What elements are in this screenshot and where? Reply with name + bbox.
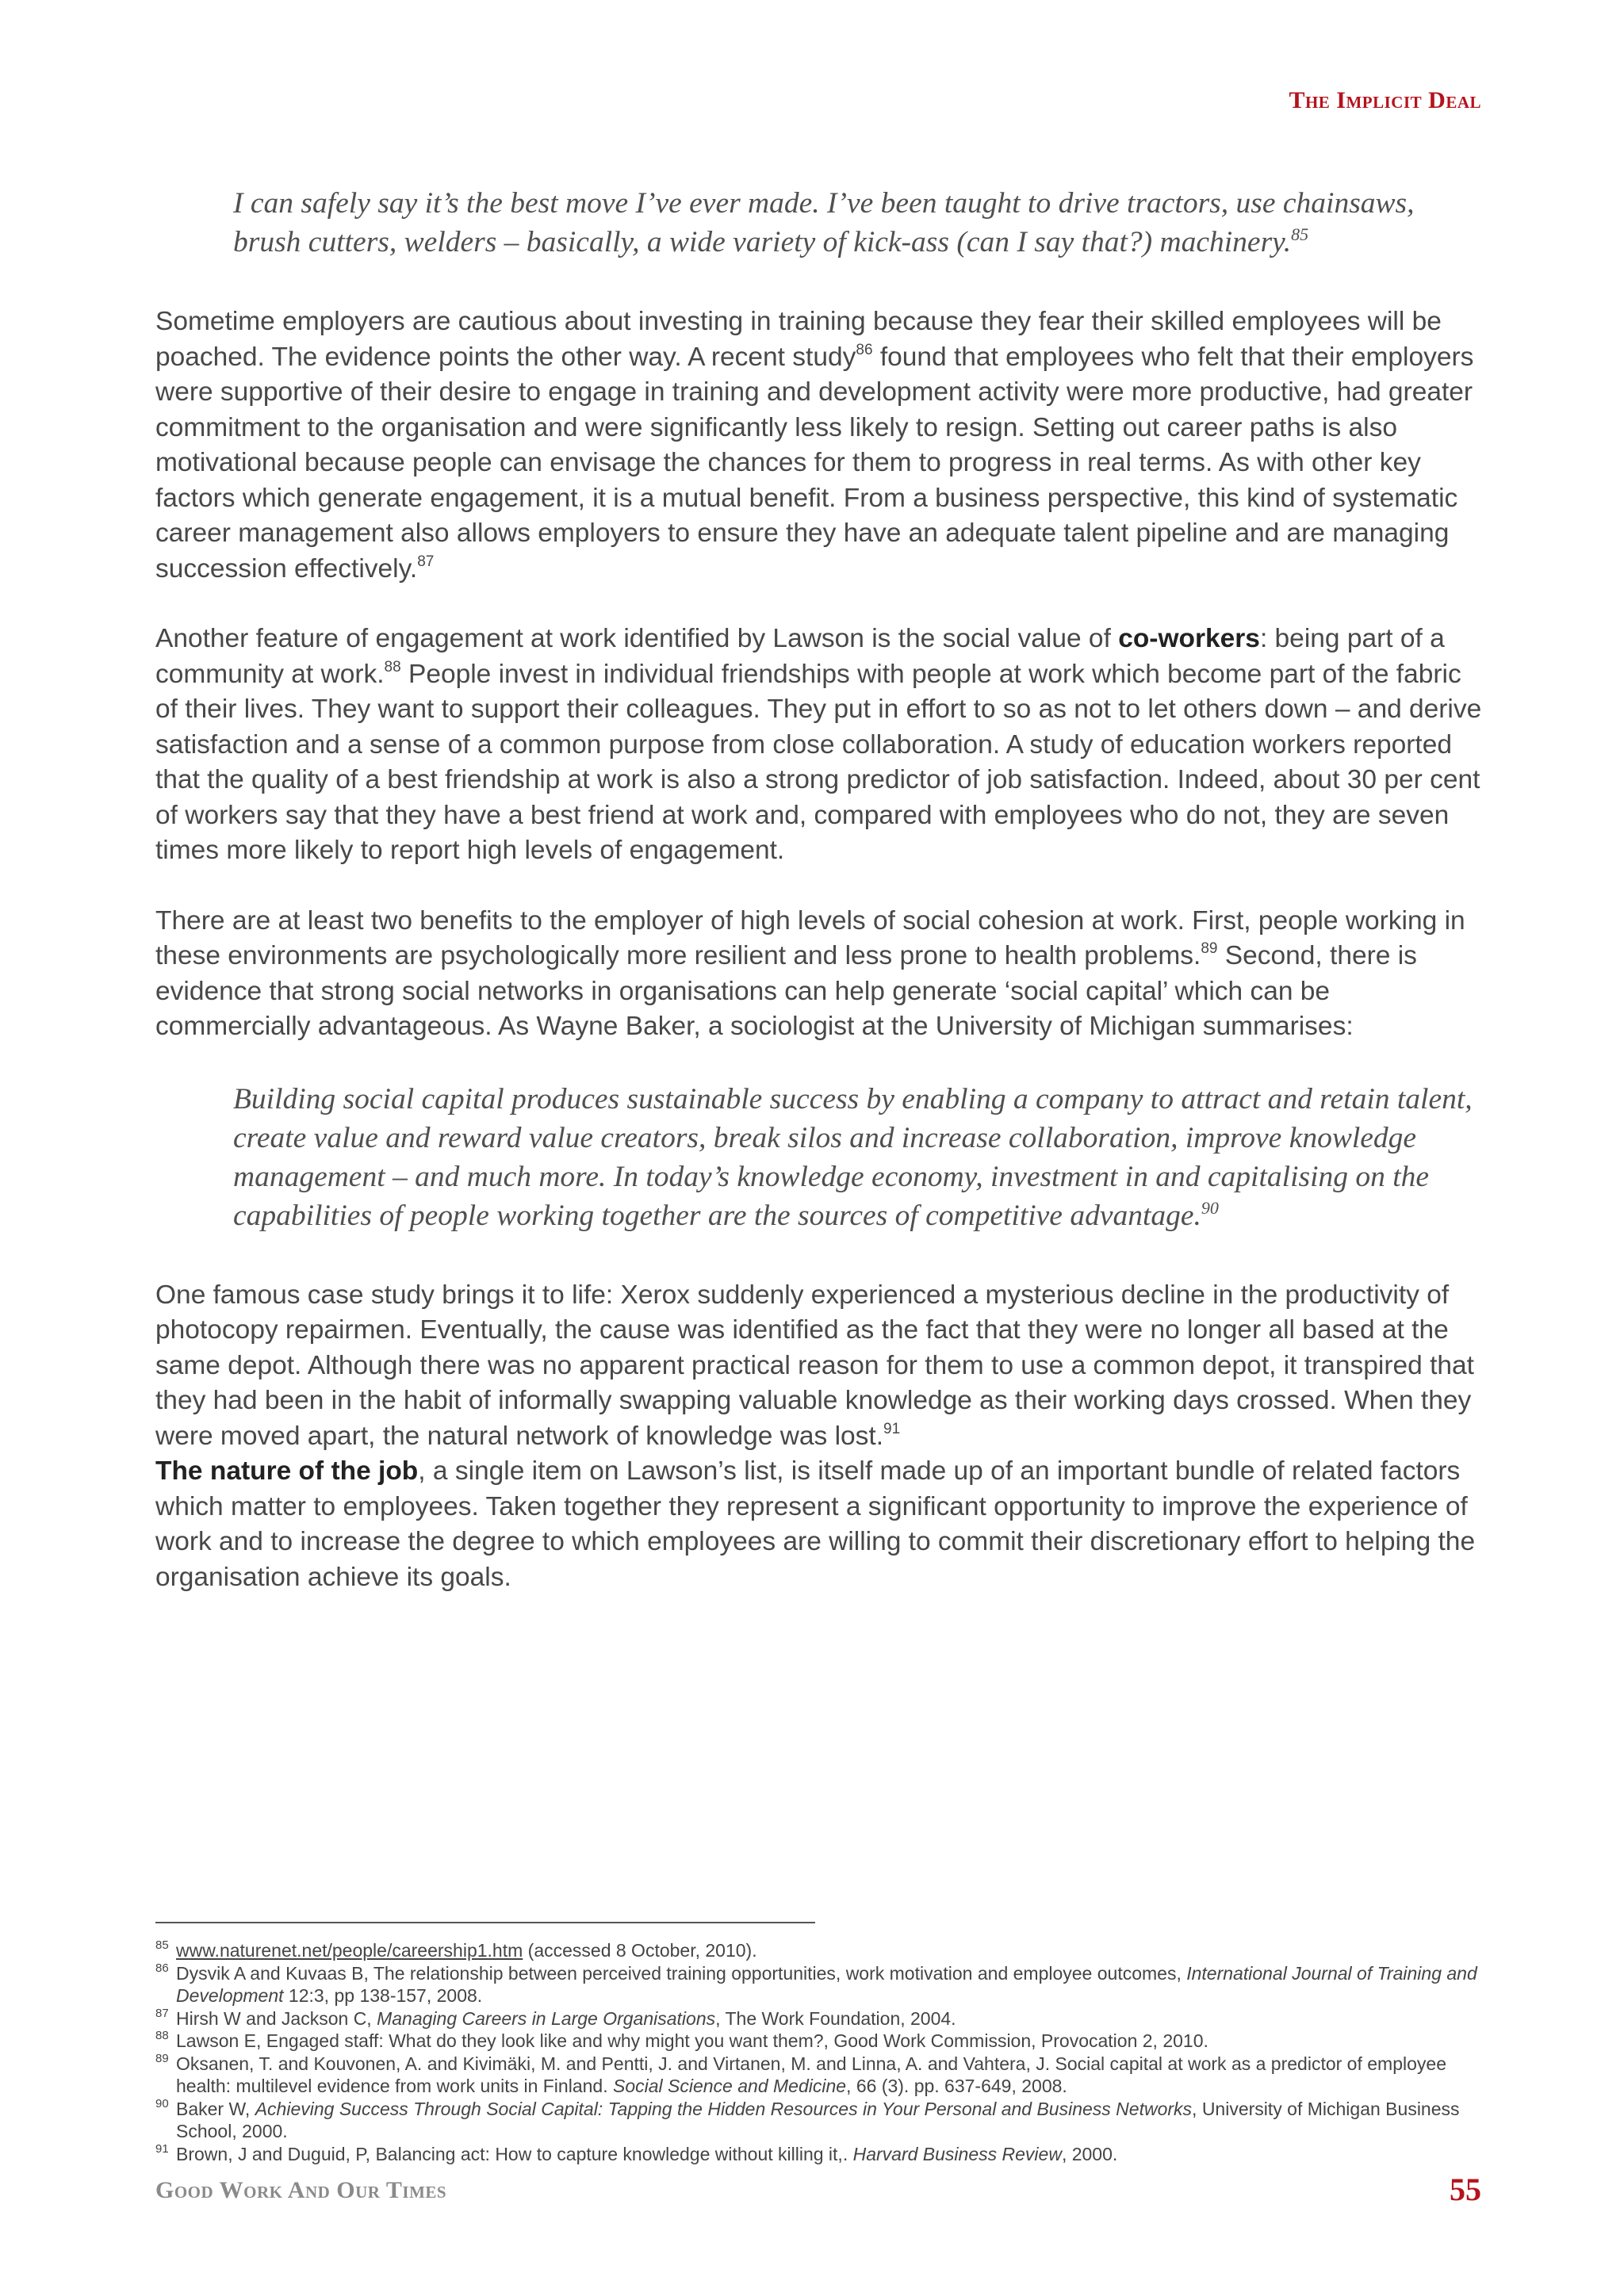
footnote-number: 88: [155, 2029, 169, 2042]
footnote-85: [155, 1939, 1503, 1962]
paragraph-text: , a single item on Lawson’s list, is itself made up of an important bundle of related factors which matter to employees. Taken together they represent a significant opportunity to improve the experience of work and to increase the degree to which employees are willing to commit their discretionary effort to helping the organisation achieve its goals.: [155, 1456, 1476, 1592]
footnote-number: 90: [155, 2096, 169, 2110]
bold-term: The nature of the job: [155, 1456, 419, 1486]
footnote-text: , The Work Foundation, 2004.: [715, 2007, 956, 2029]
footnote-italic-title: Managing Careers in Large Organisations: [377, 2007, 716, 2029]
footnote-number: 91: [155, 2141, 169, 2156]
footnote-number: 85: [155, 1938, 169, 1952]
footnote-text: , 2000.: [1061, 2143, 1118, 2164]
footnote-text: Baker W,: [176, 2098, 255, 2119]
quote-text: I can safely say it’s the best move I’ve ever made. I’ve been taught to drive tractors, use chainsaws, brush cutters, welders – basically, a wide variety of kick-ass (can I say that?) machinery.: [233, 187, 1415, 258]
block-quote-1: [233, 184, 1486, 262]
footnote-86: [155, 1962, 1503, 2007]
paragraph-training: [155, 304, 1484, 587]
paragraph-text: Sometime employers are cautious about investing in training because they fear their skilled employees will be poached. The evidence points the other way. A recent study: [155, 307, 1442, 372]
footnote-text: 12:3, pp 138-157, 2008.: [283, 1985, 483, 2006]
footnote-text: , 66 (3). pp. 637-649, 2008.: [846, 2076, 1067, 2096]
quote-text: Building social capital produces sustainable success by enabling a company to attract and retain talent, create value and reward value creators, break silos and increase collaboration, improve knowledge management – and much more. In today’s knowledge economy, investment in and capitalising on the capabilities of people working together are the sources of competitive advantage.: [233, 1082, 1473, 1232]
footnote-link[interactable]: www.naturenet.net/people/careership1.htm: [176, 1940, 523, 1961]
footnote-text: Dysvik A and Kuvaas B, The relationship between perceived training opportunities, work motivation and employee outcomes,: [176, 1962, 1187, 1984]
footnote-number: 87: [155, 2006, 169, 2020]
footnote-text: , University of Michigan Business School, 2000.: [176, 2098, 1460, 2141]
footnote-ref: 86: [856, 341, 873, 358]
paragraph-co-workers: [155, 622, 1484, 869]
footnote-ref: 85: [1291, 224, 1309, 244]
footnote-91: [155, 2143, 1503, 2166]
bold-term: co-workers: [1118, 624, 1260, 653]
footnote-text: (accessed 8 October, 2010).: [523, 1940, 757, 1961]
footnote-89: [155, 2053, 1503, 2098]
footnote-ref: 90: [1201, 1197, 1219, 1218]
main-content: [155, 184, 1484, 1630]
footnote-ref: 88: [384, 658, 401, 675]
paragraph-text: Second, there is evidence that strong social networks in organisations can help generate ‘social capital’ which can be commercially advantageous. As Wayne Baker, a sociologist at the University of Michigan summarises:: [155, 941, 1417, 1041]
footnote-italic-title: International Journal of Training and Development: [176, 1962, 1477, 2006]
footer-publication-title: Good Work And Our Times: [155, 2177, 447, 2203]
footnote-number: 89: [155, 2051, 169, 2065]
footnote-ref: 91: [883, 1420, 901, 1437]
footnote-text: Lawson E, Engaged staff: What do they look like and why might you want them?, Good Work Commission, Provocation 2, 2010.: [176, 2030, 1208, 2051]
paragraph-text: Another feature of engagement at work identified by Lawson is the social value of: [155, 624, 1119, 653]
footnote-text: Hirsh W and Jackson C,: [176, 2007, 377, 2029]
footnote-87: [155, 2007, 1503, 2030]
footnote-88: [155, 2030, 1503, 2053]
footnote-italic-title: Harvard Business Review: [852, 2143, 1062, 2164]
paragraph-text: People invest in individual friendships with people at work which become part of the fabric of their lives. They want to support their colleagues. They put in effort to so as not to let others down – and derive satisfaction and a sense of a common purpose from close collaboration. A study of education workers reported that the quality of a best friendship at work is also a strong predictor of job satisfaction. Indeed, about 30 per cent of workers say that they have a best friend at work and, compared with employees who do not, they are seven times more likely to report high levels of engagement.: [155, 659, 1482, 865]
page-number: 55: [1450, 2172, 1481, 2207]
running-header-title: The Implicit Deal: [1289, 87, 1481, 113]
block-quote-2: [233, 1080, 1486, 1235]
footnote-text: Oksanen, T. and Kouvonen, A. and Kivimäki, M. and Pentti, J. and Virtanen, M. and Linna, A. and Vahtera, J. Social capital at work as a predictor of employee health: multilevel evidence from work units in Finland.: [176, 2053, 1446, 2096]
paragraph-social-cohesion: [155, 904, 1484, 1045]
footnote-italic-title: Achieving Success Through Social Capital: Tapping the Hidden Resources in Your Personal and Business Networks: [255, 2098, 1193, 2119]
paragraph-xerox-case-study: [155, 1278, 1484, 1596]
footnote-divider: [155, 1922, 815, 1923]
footnote-ref: 89: [1201, 940, 1218, 957]
paragraph-text: There are at least two benefits to the employer of high levels of social cohesion at work. First, people working in these environments are psychologically more resilient and less prone to health problems.: [155, 905, 1465, 970]
footnotes: [155, 1939, 1503, 2165]
footnote-text: Brown, J and Duguid, P, Balancing act: How to capture knowledge without killing it,.: [176, 2143, 853, 2164]
footnote-90: [155, 2098, 1503, 2143]
paragraph-text: found that employees who felt that their employers were supportive of their desire to engage in training and development activity were more productive, had greater commitment to the organisation and were significantly less likely to resign. Setting out career paths is also motivational because people can envisage the chances for them to progress in real terms. As with other key factors which generate engagement, it is a mutual benefit. From a business perspective, this kind of systematic career management also allows employers to ensure they have an adequate talent pipeline and are managing succession effectively.: [155, 342, 1474, 584]
paragraph-text: One famous case study brings it to life: Xerox suddenly experienced a mysterious decline in the productivity of photocopy repairmen. Eventually, the cause was identified as the fact that they were no longer all based at the same depot. Although there was no apparent practical reason for them to use a common depot, it transpired that they had been in the habit of informally swapping valuable knowledge as their working days crossed. When they were moved apart, the natural network of knowledge was lost.: [155, 1280, 1474, 1451]
footnote-number: 86: [155, 1961, 169, 1975]
footnote-ref: 87: [417, 553, 435, 570]
footnote-italic-title: Social Science and Medicine: [612, 2076, 847, 2096]
paragraph-text: : being part of a community at work.: [155, 624, 1445, 689]
